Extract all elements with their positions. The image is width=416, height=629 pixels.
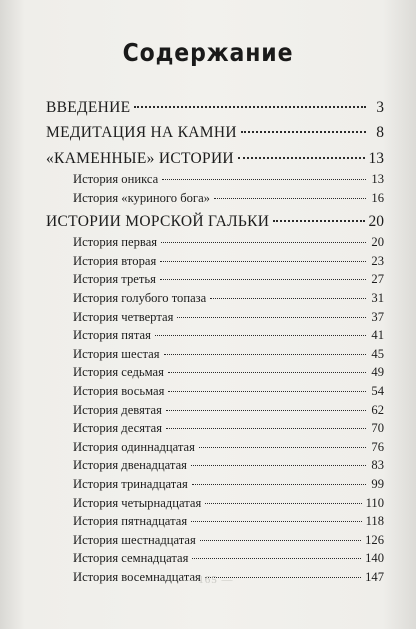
toc-entry-page: 27 — [371, 272, 384, 287]
dot-leader — [192, 558, 361, 559]
toc-subentry[interactable] — [46, 512, 384, 531]
toc-entry-page: 23 — [371, 253, 384, 268]
toc-entry-title: История голубого топаза — [73, 290, 207, 305]
toc-entry-page: 8 — [376, 124, 384, 141]
toc-entry-title: История вторая — [73, 253, 157, 268]
dot-leader — [238, 157, 365, 159]
toc-entry-title: История «куриного бога» — [73, 190, 210, 205]
toc-subentry[interactable] — [46, 252, 384, 271]
toc-entry-page: 49 — [371, 365, 384, 380]
dot-leader — [273, 220, 364, 222]
toc-entry-page: 147 — [365, 569, 384, 584]
toc-entry-page: 20 — [368, 213, 384, 231]
table-of-contents — [46, 96, 384, 586]
toc-subentry[interactable] — [46, 401, 384, 420]
toc-entry-page: 76 — [371, 439, 384, 454]
dot-leader — [160, 279, 366, 280]
dot-leader — [161, 242, 366, 243]
toc-subentry[interactable] — [46, 531, 384, 550]
toc-entry[interactable] — [46, 96, 384, 118]
dot-leader — [241, 131, 366, 133]
toc-subentry[interactable] — [46, 419, 384, 438]
dot-leader — [134, 106, 366, 108]
dot-leader — [166, 428, 366, 429]
toc-entry-title: История одиннадцатая — [73, 439, 195, 454]
toc-entry-page: 45 — [371, 346, 384, 361]
toc-entry-title: История первая — [73, 235, 158, 250]
toc-entry[interactable] — [46, 210, 384, 233]
dot-leader — [205, 503, 361, 504]
dot-leader — [168, 391, 366, 392]
toc-entry-title: ИСТОРИИ МОРСКОЙ ГАЛЬКИ — [46, 213, 270, 231]
toc-entry-title: История двенадцатая — [73, 458, 187, 473]
toc-subentry[interactable] — [46, 494, 384, 513]
toc-entry-page: 62 — [371, 402, 384, 417]
toc-subentry[interactable] — [46, 475, 384, 494]
toc-subentry[interactable] — [46, 363, 384, 382]
toc-subentry[interactable] — [46, 549, 384, 568]
toc-entry-title: История пятая — [73, 328, 151, 343]
toc-entry-title: История семнадцатая — [73, 551, 189, 566]
toc-subentry[interactable] — [46, 289, 384, 308]
page-number: — 165 — — [182, 574, 234, 586]
toc-subentry[interactable] — [46, 170, 384, 189]
toc-entry-page: 16 — [371, 190, 384, 205]
toc-entry-page: 118 — [365, 514, 384, 529]
toc-entry-title: История оникса — [73, 172, 159, 186]
toc-subentry[interactable] — [46, 308, 384, 327]
toc-subentry[interactable] — [46, 345, 384, 364]
toc-entry-title: История шестая — [73, 346, 160, 361]
toc-entry-page: 126 — [365, 532, 384, 547]
toc-entry-title: История восьмая — [73, 383, 165, 398]
toc-entry-title: История четвертая — [73, 309, 174, 324]
toc-entry-page: 13 — [371, 172, 384, 186]
toc-subentry[interactable] — [46, 270, 384, 289]
toc-subentry[interactable] — [46, 456, 384, 475]
toc-entry-page: 99 — [371, 476, 384, 491]
toc-entry-page: 83 — [371, 458, 384, 473]
toc-entry-title: История четырнадцатая — [73, 495, 202, 510]
toc-entry-title: История девятая — [73, 402, 162, 417]
toc-subentry[interactable] — [46, 326, 384, 345]
dot-leader — [199, 447, 366, 448]
toc-entry-page: 110 — [365, 495, 384, 510]
dot-leader — [214, 198, 366, 199]
toc-entry-page: 31 — [371, 290, 384, 305]
toc-subentry[interactable] — [46, 438, 384, 457]
toc-subentry[interactable] — [46, 382, 384, 401]
dot-leader — [166, 410, 366, 411]
dot-leader — [164, 354, 366, 355]
dot-leader — [155, 335, 366, 336]
toc-entry-page: 20 — [371, 235, 384, 250]
toc-entry-title: История шестнадцатая — [73, 532, 196, 547]
dot-leader — [177, 317, 366, 318]
toc-entry-title: История тринадцатая — [73, 476, 188, 491]
toc-entry-page: 3 — [376, 99, 384, 116]
dot-leader — [200, 540, 361, 541]
dot-leader — [160, 261, 366, 262]
dot-leader — [210, 298, 366, 299]
toc-entry-page: 13 — [368, 150, 384, 167]
dot-leader — [162, 179, 366, 180]
toc-entry-title: МЕДИТАЦИЯ НА КАМНИ — [46, 124, 237, 141]
toc-entry-title: ВВЕДЕНИЕ — [46, 99, 131, 116]
dot-leader — [191, 465, 366, 466]
toc-entry[interactable] — [46, 121, 384, 144]
toc-entry-title: История десятая — [73, 421, 163, 436]
toc-entry-page: 54 — [371, 383, 384, 398]
toc-entry-page: 140 — [365, 551, 384, 566]
toc-entry-page: 70 — [371, 421, 384, 436]
toc-entry-title: История третья — [73, 272, 156, 287]
toc-entry-page: 37 — [371, 309, 384, 324]
page-title: Содержание — [122, 38, 294, 67]
toc-subentry[interactable] — [46, 189, 384, 208]
toc-entry-page: 41 — [371, 328, 384, 343]
dot-leader — [191, 521, 361, 522]
toc-entry-title: История восемнадцатая — [73, 569, 201, 584]
dot-leader — [168, 372, 366, 373]
toc-subentry[interactable] — [46, 233, 384, 252]
toc-entry-title: «КАМЕННЫЕ» ИСТОРИИ — [46, 150, 234, 167]
toc-entry-title: История пятнадцатая — [73, 514, 188, 529]
toc-entry[interactable] — [46, 147, 384, 170]
toc-entry-title: История седьмая — [73, 365, 164, 380]
dot-leader — [192, 484, 366, 485]
